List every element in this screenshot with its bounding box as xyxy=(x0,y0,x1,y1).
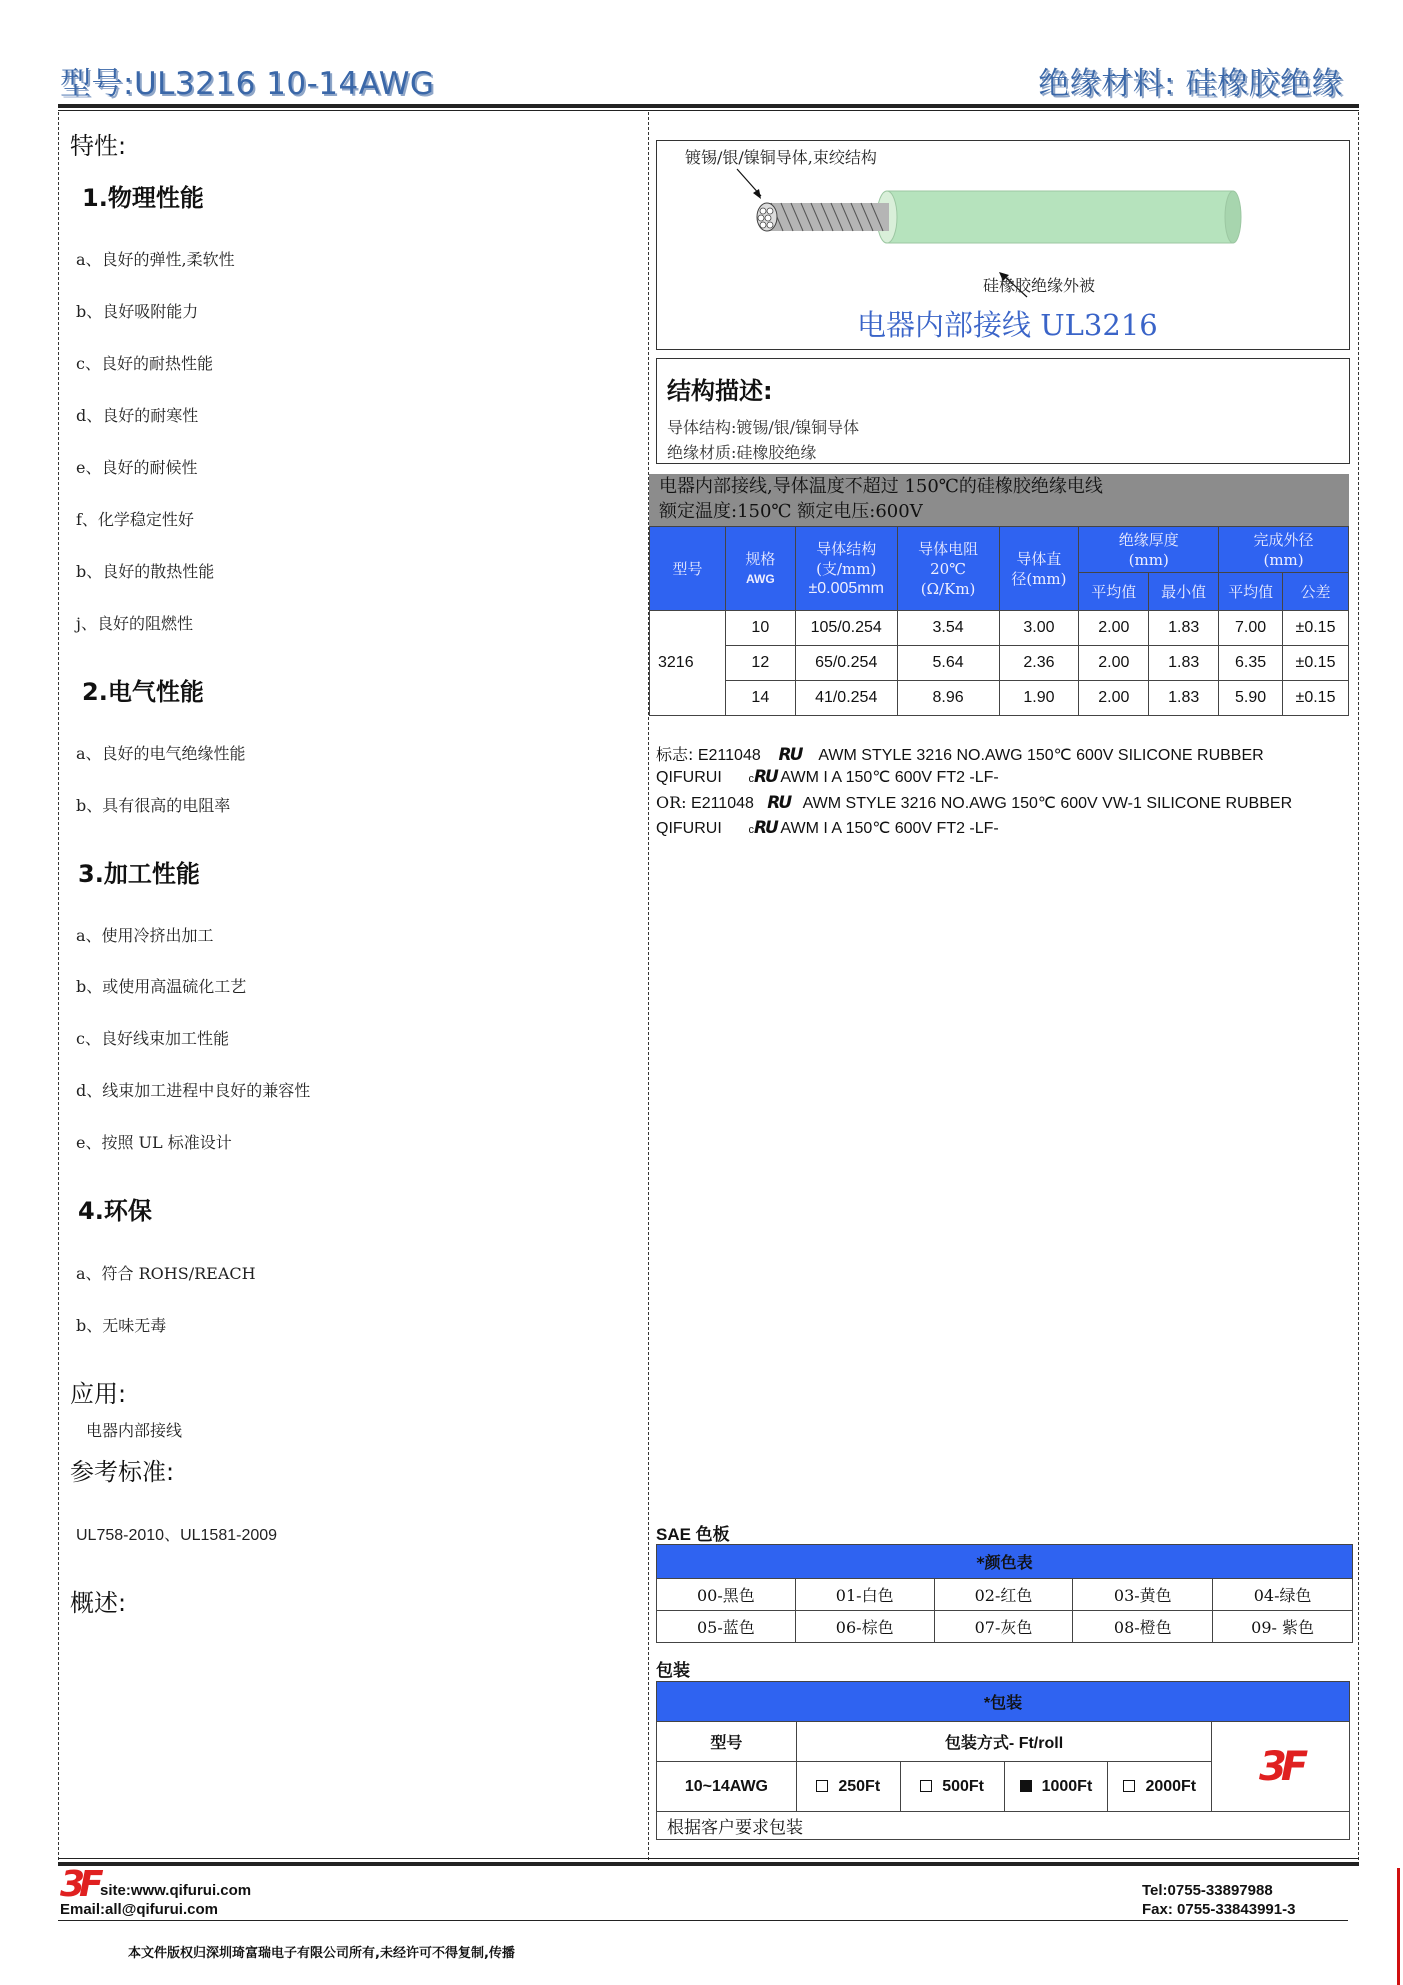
table-row xyxy=(650,611,1349,646)
header-diameter xyxy=(999,527,1079,611)
table-row xyxy=(650,646,1349,681)
cell-resistance: 8.96 xyxy=(897,681,999,716)
list-item: e、按照 UL 标准设计 xyxy=(76,1133,232,1152)
table-row xyxy=(657,1611,1353,1643)
model-title: 型号:UL3216 10-14AWG xyxy=(60,66,435,102)
packaging-model-value: 10~14AWG xyxy=(657,1762,797,1812)
option-label: 250Ft xyxy=(838,1777,881,1795)
cell-od-tol: ±0.15 xyxy=(1283,681,1349,716)
color-cell: 06-棕色 xyxy=(795,1611,934,1643)
packaging-model-header: 型号 xyxy=(657,1722,797,1762)
list-item: d、良好的耐寒性 xyxy=(76,406,199,425)
marking-file-no: E211048 xyxy=(697,747,761,764)
footer-fax: Fax: 0755-33843991-3 xyxy=(1142,1901,1296,1918)
spec-table xyxy=(649,526,1349,716)
footer-site[interactable]: site:www.qifurui.com xyxy=(100,1882,252,1899)
list-item: b、无味无毒 xyxy=(76,1316,167,1335)
color-cell: 05-蓝色 xyxy=(657,1611,796,1643)
description-line-2: 额定温度:150℃ 额定电压:600V xyxy=(659,501,923,522)
color-cell: 08-橙色 xyxy=(1073,1611,1213,1643)
marking-brand: QIFURUI xyxy=(656,820,722,837)
header-od-top: 完成外径 xyxy=(1253,530,1314,549)
cell-od-avg: 5.90 xyxy=(1219,681,1283,716)
header-thickness xyxy=(1079,527,1219,573)
cell-thick-avg: 2.00 xyxy=(1079,611,1149,646)
packaging-label: 包装 xyxy=(656,1661,690,1680)
packaging-table-header: *包装 xyxy=(657,1682,1350,1722)
section-title-electrical: 2.电气性能 xyxy=(82,678,204,706)
marking-file-no: E211048 xyxy=(691,795,754,812)
marking-text-4: AWM I A 150℃ 600V FT2 -LF- xyxy=(780,820,999,837)
jacket-label: 硅橡胶绝缘外被 xyxy=(983,276,1096,295)
header-od xyxy=(1219,527,1349,573)
checkbox-icon[interactable] xyxy=(1123,1780,1135,1792)
color-cell: 09- 紫色 xyxy=(1213,1611,1353,1643)
color-table-header: *颜色表 xyxy=(657,1545,1353,1579)
header-thickness-top: 绝缘厚度 xyxy=(1118,530,1179,549)
cell-diameter: 1.90 xyxy=(999,681,1079,716)
cell-od-tol: ±0.15 xyxy=(1283,611,1349,646)
red-edge-bar xyxy=(1397,1868,1400,1985)
color-cell: 01-白色 xyxy=(795,1579,934,1611)
cul-recognized-icon: RU xyxy=(753,767,777,787)
cell-od-avg: 7.00 xyxy=(1219,611,1283,646)
cell-conductor: 105/0.254 xyxy=(795,611,897,646)
cell-awg: 10 xyxy=(725,611,795,646)
marking-brand: QIFURUI xyxy=(656,769,722,786)
color-cell: 03-黄色 xyxy=(1073,1579,1213,1611)
table-row xyxy=(657,1579,1353,1611)
cell-diameter: 3.00 xyxy=(999,611,1079,646)
option-label: 500Ft xyxy=(942,1777,984,1795)
marking-or-label: OR: xyxy=(656,793,687,812)
color-cell: 00-黑色 xyxy=(657,1579,796,1611)
description-line-1: 电器内部接线,导体温度不超过 150℃的硅橡胶绝缘电线 xyxy=(659,476,1103,497)
section-title-physical: 1.物理性能 xyxy=(82,184,204,212)
cell-resistance: 3.54 xyxy=(897,611,999,646)
header-diameter-bottom: 径(mm) xyxy=(1011,569,1067,588)
footer-rule xyxy=(58,1862,1359,1866)
cell-thick-avg: 2.00 xyxy=(1079,646,1149,681)
structure-conductor: 导体结构:镀锡/银/镍铜导体 xyxy=(667,418,860,437)
checkbox-icon[interactable] xyxy=(920,1780,932,1792)
table-row xyxy=(650,681,1349,716)
cell-od-avg: 6.35 xyxy=(1219,646,1283,681)
cable-illustration xyxy=(656,140,1350,350)
option-label: 2000Ft xyxy=(1145,1777,1197,1795)
logo-3f xyxy=(1212,1722,1350,1812)
list-item: e、良好的耐候性 xyxy=(76,458,198,477)
cell-awg: 12 xyxy=(725,646,795,681)
list-item: b、具有很高的电阻率 xyxy=(76,796,231,815)
list-item: a、符合 ROHS/REACH xyxy=(76,1264,256,1283)
reference-title: 参考标准: xyxy=(70,1458,175,1486)
description-bar xyxy=(649,474,1349,526)
checkbox-checked-icon[interactable] xyxy=(1020,1780,1032,1792)
option-label: 1000Ft xyxy=(1041,1777,1093,1795)
application-title: 应用: xyxy=(70,1380,127,1408)
color-cell: 07-灰色 xyxy=(934,1611,1073,1643)
color-label: SAE 色板 xyxy=(656,1525,730,1544)
header-diameter-top: 导体直 xyxy=(1016,549,1062,568)
marking-text-2: AWM I A 150℃ 600V FT2 -LF- xyxy=(780,769,999,786)
cable-title: 电器内部接线 UL3216 xyxy=(857,308,1158,342)
cell-conductor: 65/0.254 xyxy=(795,646,897,681)
footer-3f-logo: 3F xyxy=(60,1864,98,1905)
cell-awg: 14 xyxy=(725,681,795,716)
model-cell: 3216 xyxy=(650,611,726,716)
cell-conductor: 41/0.254 xyxy=(795,681,897,716)
cell-thick-min: 1.83 xyxy=(1149,646,1219,681)
marking-c: c xyxy=(748,824,754,836)
marking-line-3 xyxy=(656,793,1352,813)
cell-thick-avg: 2.00 xyxy=(1079,681,1149,716)
marking-text-3: AWM STYLE 3216 NO.AWG 150℃ 600V VW-1 SILICONE RUBBER xyxy=(802,795,1293,812)
header-awg-top: 规格 xyxy=(745,549,776,568)
header-conductor-mid: (支/mm) xyxy=(816,559,877,578)
marking-line-2 xyxy=(656,767,1352,787)
footer-underline xyxy=(58,1920,1348,1921)
header-resistance-mid: 20℃ xyxy=(930,559,967,578)
packaging-method-header: 包装方式- Ft/roll xyxy=(796,1722,1211,1762)
cell-od-tol: ±0.15 xyxy=(1283,646,1349,681)
header-model: 型号 xyxy=(650,527,726,611)
list-item: f、化学稳定性好 xyxy=(76,510,194,529)
header-awg-bottom: AWG xyxy=(745,571,775,586)
list-item: a、良好的电气绝缘性能 xyxy=(76,744,246,763)
cell-diameter: 2.36 xyxy=(999,646,1079,681)
header-resistance-bottom: (Ω/Km) xyxy=(920,579,976,598)
option-1000ft[interactable] xyxy=(1004,1762,1108,1812)
header-resistance xyxy=(897,527,999,611)
header-conductor xyxy=(795,527,897,611)
reference-text: UL758-2010、UL1581-2009 xyxy=(76,1527,278,1544)
header-od-avg: 平均值 xyxy=(1219,573,1283,611)
copyright-text: 本文件版权归深圳琦富瑞电子有限公司所有,未经许可不得复制,传播 xyxy=(128,1946,515,1961)
structure-title: 结构描述: xyxy=(667,377,773,405)
footer-rule-thin xyxy=(58,1858,1359,1859)
list-item: b、良好的散热性能 xyxy=(76,562,215,581)
footer-email[interactable]: Email:all@qifurui.com xyxy=(60,1901,218,1918)
structure-insulation: 绝缘材质:硅橡胶绝缘 xyxy=(667,443,817,462)
footer-tel: Tel:0755-33897988 xyxy=(1142,1882,1273,1899)
list-item: b、或使用高温硫化工艺 xyxy=(76,977,247,996)
cell-thick-min: 1.83 xyxy=(1149,611,1219,646)
marking-text-1: AWM STYLE 3216 NO.AWG 150℃ 600V SILICONE RUBBER xyxy=(818,747,1264,764)
header-thickness-bottom: (mm) xyxy=(1128,550,1169,569)
cell-thick-min: 1.83 xyxy=(1149,681,1219,716)
features-title: 特性: xyxy=(70,132,127,160)
header-conductor-top: 导体结构 xyxy=(816,539,877,558)
conductor-label: 镀锡/银/镍铜导体,束绞结构 xyxy=(685,148,877,167)
list-item: c、良好的耐热性能 xyxy=(76,354,213,373)
marking-c: c xyxy=(748,773,754,785)
option-250ft[interactable] xyxy=(796,1762,900,1812)
section-title-processing: 3.加工性能 xyxy=(78,860,200,888)
list-item: c、良好线束加工性能 xyxy=(76,1029,229,1048)
color-cell: 02-红色 xyxy=(934,1579,1073,1611)
header-od-tol: 公差 xyxy=(1283,573,1349,611)
structure-box xyxy=(656,358,1350,464)
list-item: d、线束加工进程中良好的兼容性 xyxy=(76,1081,311,1100)
insulation-title: 绝缘材料: 硅橡胶绝缘 xyxy=(1038,66,1343,102)
list-item: a、使用冷挤出加工 xyxy=(76,926,214,945)
marking-line-4 xyxy=(656,818,1352,838)
header-resistance-top: 导体电阻 xyxy=(918,539,979,558)
ul-recognized-icon: RU xyxy=(767,793,791,813)
frame-divider xyxy=(648,112,649,1860)
3f-logo-icon: 3F xyxy=(1259,1743,1303,1790)
list-item: a、良好的弹性,柔软性 xyxy=(76,250,235,269)
cell-resistance: 5.64 xyxy=(897,646,999,681)
cul-recognized-icon: RU xyxy=(753,818,777,838)
header-awg xyxy=(725,527,795,611)
header-rule-thin xyxy=(58,110,1359,111)
list-item: j、良好的阻燃性 xyxy=(76,614,193,633)
color-table xyxy=(656,1544,1353,1643)
header-thickness-min: 最小值 xyxy=(1149,573,1219,611)
color-cell: 04-绿色 xyxy=(1213,1579,1353,1611)
list-item: b、良好吸附能力 xyxy=(76,302,199,321)
frame-right xyxy=(1358,112,1359,1860)
section-title-environment: 4.环保 xyxy=(78,1197,152,1225)
application-text: 电器内部接线 xyxy=(86,1421,183,1440)
header-thickness-avg: 平均值 xyxy=(1079,573,1149,611)
checkbox-icon[interactable] xyxy=(816,1780,828,1792)
packaging-table xyxy=(656,1681,1350,1840)
overview-title: 概述: xyxy=(70,1589,127,1617)
ul-recognized-icon: RU xyxy=(778,745,802,765)
frame-left xyxy=(58,112,59,1860)
packaging-note: 根据客户要求包装 xyxy=(657,1812,1350,1840)
marking-line-1 xyxy=(656,742,1352,765)
option-2000ft[interactable] xyxy=(1108,1762,1212,1812)
header-conductor-bottom: ±0.005mm xyxy=(808,579,884,597)
header-rule xyxy=(58,104,1359,108)
header-od-bottom: (mm) xyxy=(1263,550,1304,569)
marking-label: 标志: xyxy=(656,745,694,764)
option-500ft[interactable] xyxy=(900,1762,1004,1812)
